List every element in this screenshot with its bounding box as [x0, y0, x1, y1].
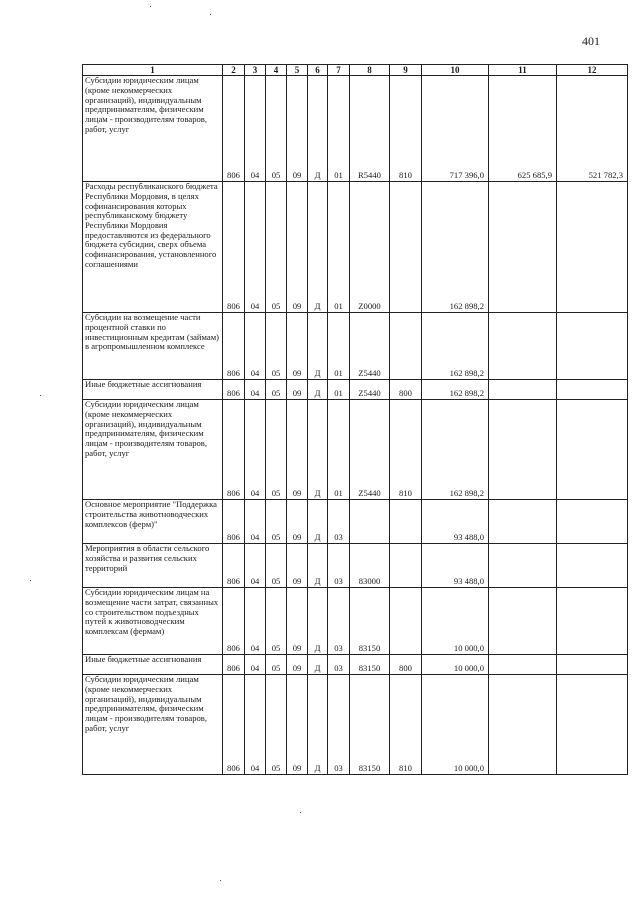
- amount-cell: 625 685,9: [489, 76, 557, 182]
- amount-cell: 162 898,2: [422, 380, 489, 400]
- code-cell: 05: [266, 655, 287, 675]
- code-cell: [390, 182, 422, 313]
- code-cell: Д: [308, 400, 328, 500]
- code-cell: 04: [245, 655, 266, 675]
- code-cell: 806: [223, 400, 245, 500]
- code-cell: 09: [287, 182, 308, 313]
- amount-cell: 10 000,0: [422, 675, 489, 775]
- expense-name-cell: Мероприятия в области сельского хозяйства и развития сельских территорий: [83, 544, 223, 588]
- amount-cell: [489, 400, 557, 500]
- amount-cell: 717 396,0: [422, 76, 489, 182]
- code-cell: 03: [328, 655, 350, 675]
- column-header: 3: [245, 65, 266, 76]
- amount-cell: [489, 182, 557, 313]
- code-cell: 05: [266, 588, 287, 655]
- amount-cell: 93 488,0: [422, 544, 489, 588]
- amount-cell: [489, 675, 557, 775]
- column-header: 4: [266, 65, 287, 76]
- code-cell: 05: [266, 544, 287, 588]
- code-cell: Д: [308, 500, 328, 544]
- amount-cell: [489, 500, 557, 544]
- amount-cell: [557, 400, 628, 500]
- scan-speck: [40, 395, 41, 396]
- code-cell: 04: [245, 313, 266, 380]
- code-cell: Д: [308, 182, 328, 313]
- code-cell: [390, 588, 422, 655]
- amount-cell: 162 898,2: [422, 400, 489, 500]
- column-header: 6: [308, 65, 328, 76]
- code-cell: 806: [223, 182, 245, 313]
- code-cell: 800: [390, 380, 422, 400]
- scan-speck: [30, 580, 31, 581]
- code-cell: 03: [328, 588, 350, 655]
- code-cell: 05: [266, 313, 287, 380]
- code-cell: 04: [245, 588, 266, 655]
- code-cell: 09: [287, 588, 308, 655]
- amount-cell: 93 488,0: [422, 500, 489, 544]
- table-row: [83, 76, 628, 182]
- code-cell: Д: [308, 588, 328, 655]
- table-header-row: [83, 65, 628, 76]
- code-cell: 03: [328, 675, 350, 775]
- expense-name-cell: Субсидии юридическим лицам на возмещение части затрат, связанных со строительством подъездных путей к животноводческим комплексам (фермам): [83, 588, 223, 655]
- code-cell: 806: [223, 675, 245, 775]
- table-row: [83, 313, 628, 380]
- code-cell: 04: [245, 400, 266, 500]
- amount-cell: [557, 544, 628, 588]
- code-cell: Д: [308, 313, 328, 380]
- code-cell: 09: [287, 76, 308, 182]
- code-cell: 806: [223, 380, 245, 400]
- column-header: 10: [422, 65, 489, 76]
- budget-table: [82, 64, 628, 775]
- code-cell: 04: [245, 380, 266, 400]
- scan-speck: [210, 14, 211, 15]
- amount-cell: 162 898,2: [422, 182, 489, 313]
- expense-name-cell: Иные бюджетные ассигнования: [83, 655, 223, 675]
- code-cell: 09: [287, 313, 308, 380]
- table-row: [83, 544, 628, 588]
- table-row: [83, 500, 628, 544]
- scan-speck: [300, 812, 301, 813]
- amount-cell: 10 000,0: [422, 588, 489, 655]
- code-cell: Д: [308, 655, 328, 675]
- code-cell: Д: [308, 675, 328, 775]
- amount-cell: [557, 182, 628, 313]
- scan-speck: [220, 880, 221, 881]
- expense-name-cell: Субсидии юридическим лицам (кроме некоммерческих организаций), индивидуальным предпринимателям, физическим лицам - производителям товаров, работ, услуг: [83, 675, 223, 775]
- code-cell: 09: [287, 400, 308, 500]
- amount-cell: [557, 675, 628, 775]
- code-cell: 04: [245, 182, 266, 313]
- code-cell: Д: [308, 76, 328, 182]
- code-cell: 05: [266, 380, 287, 400]
- code-cell: Д: [308, 380, 328, 400]
- column-header: 8: [350, 65, 390, 76]
- code-cell: 03: [328, 500, 350, 544]
- code-cell: 04: [245, 500, 266, 544]
- expense-name-cell: Иные бюджетные ассигнования: [83, 380, 223, 400]
- code-cell: 01: [328, 380, 350, 400]
- code-cell: 806: [223, 544, 245, 588]
- column-header: 5: [287, 65, 308, 76]
- amount-cell: [557, 380, 628, 400]
- code-cell: [350, 500, 390, 544]
- table-row: [83, 380, 628, 400]
- code-cell: 03: [328, 544, 350, 588]
- amount-cell: [557, 655, 628, 675]
- code-cell: 83000: [350, 544, 390, 588]
- code-cell: 806: [223, 588, 245, 655]
- expense-name-cell: Субсидии юридическим лицам (кроме некоммерческих организаций), индивидуальным предпринимателям, физическим лицам - производителям товаров, работ, услуг: [83, 400, 223, 500]
- amount-cell: 162 898,2: [422, 313, 489, 380]
- column-header: 9: [390, 65, 422, 76]
- code-cell: 05: [266, 675, 287, 775]
- code-cell: 83150: [350, 675, 390, 775]
- amount-cell: [489, 655, 557, 675]
- code-cell: 09: [287, 380, 308, 400]
- amount-cell: 10 000,0: [422, 655, 489, 675]
- code-cell: R5440: [350, 76, 390, 182]
- amount-cell: [489, 544, 557, 588]
- code-cell: 04: [245, 76, 266, 182]
- amount-cell: [557, 313, 628, 380]
- expense-name-cell: Субсидии юридическим лицам (кроме некоммерческих организаций), индивидуальным предпринимателям, физическим лицам - производителям товаров, работ, услуг: [83, 76, 223, 182]
- expense-name-cell: Основное мероприятие "Поддержка строительства животноводческих комплексов (ферм)": [83, 500, 223, 544]
- code-cell: [390, 544, 422, 588]
- table-row: [83, 588, 628, 655]
- column-header: 1: [83, 65, 223, 76]
- amount-cell: [489, 588, 557, 655]
- table-row: [83, 400, 628, 500]
- column-header: 12: [557, 65, 628, 76]
- amount-cell: 521 782,3: [557, 76, 628, 182]
- code-cell: 810: [390, 675, 422, 775]
- code-cell: 05: [266, 400, 287, 500]
- code-cell: 806: [223, 500, 245, 544]
- code-cell: 05: [266, 500, 287, 544]
- code-cell: Z0000: [350, 182, 390, 313]
- code-cell: 810: [390, 400, 422, 500]
- amount-cell: [489, 313, 557, 380]
- code-cell: 01: [328, 313, 350, 380]
- code-cell: 806: [223, 76, 245, 182]
- code-cell: 806: [223, 313, 245, 380]
- amount-cell: [557, 588, 628, 655]
- code-cell: 04: [245, 675, 266, 775]
- code-cell: 01: [328, 182, 350, 313]
- amount-cell: [489, 380, 557, 400]
- code-cell: Д: [308, 544, 328, 588]
- code-cell: 09: [287, 675, 308, 775]
- code-cell: Z5440: [350, 400, 390, 500]
- code-cell: 01: [328, 76, 350, 182]
- code-cell: 806: [223, 655, 245, 675]
- code-cell: 04: [245, 544, 266, 588]
- code-cell: 09: [287, 655, 308, 675]
- table-row: [83, 675, 628, 775]
- code-cell: 01: [328, 400, 350, 500]
- column-header: 2: [223, 65, 245, 76]
- column-header: 7: [328, 65, 350, 76]
- table-row: [83, 655, 628, 675]
- page-number: 401: [582, 34, 600, 48]
- code-cell: 83150: [350, 588, 390, 655]
- code-cell: 09: [287, 544, 308, 588]
- code-cell: [390, 313, 422, 380]
- code-cell: 810: [390, 76, 422, 182]
- code-cell: 83150: [350, 655, 390, 675]
- column-header: 11: [489, 65, 557, 76]
- scan-speck: [150, 6, 151, 7]
- amount-cell: [557, 500, 628, 544]
- expense-name-cell: Расходы республиканского бюджета Республики Мордовия, в целях софинансирования которых республиканскому бюджету Республики Мордовия предоставляются из федерального бюджета субсидии, сверх объема софинансирования, установленного соглашениями: [83, 182, 223, 313]
- code-cell: 800: [390, 655, 422, 675]
- code-cell: 09: [287, 500, 308, 544]
- code-cell: Z5440: [350, 380, 390, 400]
- expense-name-cell: Субсидии на возмещение части процентной ставки по инвестиционным кредитам (займам) в агропромышленном комплексе: [83, 313, 223, 380]
- code-cell: 05: [266, 182, 287, 313]
- code-cell: 05: [266, 76, 287, 182]
- code-cell: Z5440: [350, 313, 390, 380]
- code-cell: [390, 500, 422, 544]
- table-row: [83, 182, 628, 313]
